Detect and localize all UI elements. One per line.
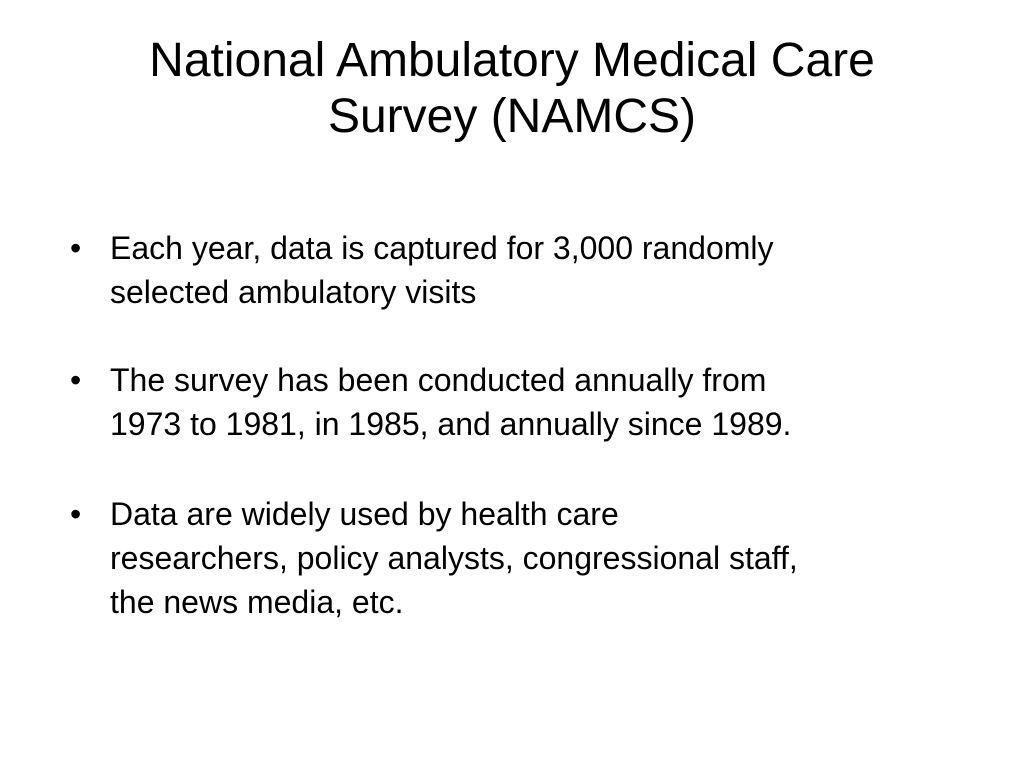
bullet-dot-icon: •	[70, 362, 82, 398]
bullet-text-line: Each year, data is captured for 3,000 randomly	[110, 230, 774, 266]
bullet-text-line: selected ambulatory visits	[110, 274, 477, 310]
slide-title	[40, 33, 984, 145]
bullet-item	[68, 226, 978, 314]
slide-title-line-2: Survey (NAMCS)	[327, 90, 697, 143]
bullet-item	[68, 492, 978, 624]
bullet-list	[68, 226, 978, 624]
bullet-item	[68, 358, 978, 446]
bullet-text-line: researchers, policy analysts, congressional staff,	[110, 540, 798, 576]
bullet-text-line: the news media, etc.	[110, 584, 404, 620]
bullet-dot-icon: •	[70, 230, 82, 266]
slide-title-line-1: National Ambulatory Medical Care	[149, 34, 875, 87]
bullet-dot-icon: •	[70, 496, 82, 532]
bullet-text-line: Data are widely used by health care	[110, 496, 619, 532]
bullet-text-line: 1973 to 1981, in 1985, and annually since 1989.	[110, 406, 792, 442]
bullet-text-line: The survey has been conducted annually from	[110, 362, 767, 398]
